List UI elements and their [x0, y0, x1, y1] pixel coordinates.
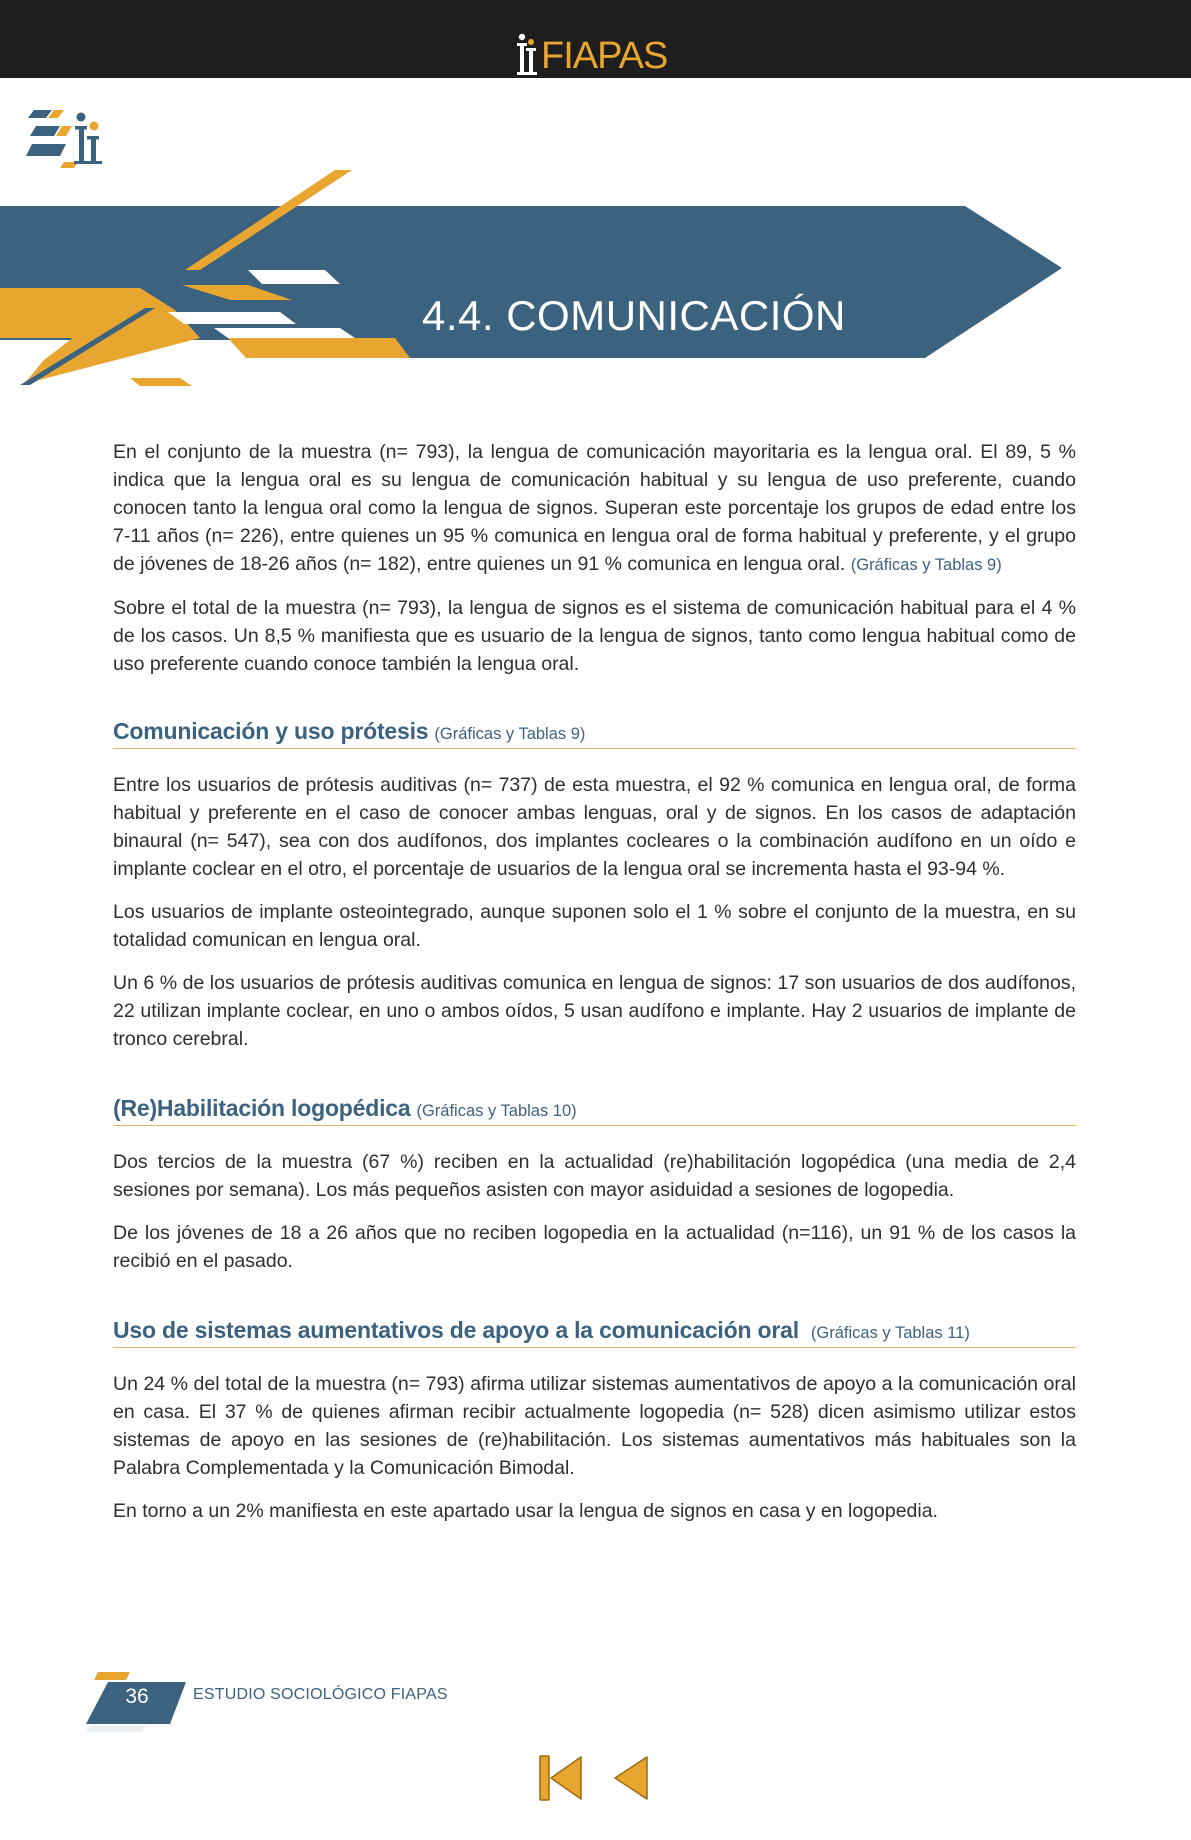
section-heading [113, 1317, 1076, 1348]
fiapas-logo-icon [515, 32, 537, 76]
section-paragraph: Un 6 % de los usuarios de prótesis auditivas comunica en lengua de signos: 17 son usuarios de dos audífonos, 22 utilizan implante coclear, en uno o ambos oídos, 5 usan audífono e implante. Hay 2 usuarios de implante de tronco cerebral. [113, 972, 1076, 1050]
section-heading [113, 1095, 1076, 1126]
section-sistemas-aumentativos [113, 1317, 1076, 1525]
section-heading [113, 718, 1076, 749]
brand [515, 30, 667, 76]
paragraph-text: En el conjunto de la muestra (n= 793), la lengua de comunicación mayoritaria es la lengua oral. El 89, 5 % indica que la lengua oral es su lengua de comunicación habitual y su lengua de uso preferente, cuando conocen tanto la lengua oral como la lengua de signos. Superan este porcentaje los grupos de edad entre los 7-11 años (n= 226), entre quienes un 95 % comunica en lengua oral de forma habitual y preferente, y el grupo de jóvenes de 18-26 años (n= 182), entre quienes un 91 % comunica en lengua oral. [113, 441, 1076, 575]
section-rehabilitacion [113, 1095, 1076, 1275]
skip-to-first-icon[interactable] [537, 1753, 585, 1803]
section-paragraph: Los usuarios de implante osteointegrado, aunque suponen solo el 1 % sobre el conjunto de la muestra, en su totalidad comunican en lengua oral. [113, 901, 1076, 951]
figure-reference: (Gráficas y Tablas 9) [434, 725, 586, 743]
section-paragraph: Un 24 % del total de la muestra (n= 793) afirma utilizar sistemas aumentativos de apoyo a la comunicación oral en casa. El 37 % de quienes afirman recibir actualmente logopedia (n= 528) dicen asimismo utilizar estos sistemas de apoyo en las sesiones de (re)habilitación. Los sistemas aumentativos más habituales son la Palabra Complementada y la Comunicación Bimodal. [113, 1373, 1076, 1479]
paragraph-text: Sobre el total de la muestra (n= 793), la lengua de signos es el sistema de comunicación habitual para el 4 % de los casos. Un 8,5 % manifiesta que es usuario de la lengua de signos, tanto como lengua habitual como de uso preferente cuando conoce también la lengua oral. [113, 597, 1076, 675]
section-paragraph: En torno a un 2% manifiesta en este apartado usar la lengua de signos en casa y en logopedia. [113, 1500, 938, 1522]
figure-reference: (Gráficas y Tablas 11) [810, 1324, 970, 1342]
page-number: 36 [125, 1685, 149, 1708]
chapter-banner [0, 160, 1080, 400]
section-comunicacion-protesis [113, 718, 1076, 1053]
section-paragraph: Dos tercios de la muestra (67 %) reciben en la actualidad (re)habilitación logopédica (una media de 2,4 sesiones por semana). Los más pequeños asisten con mayor asiduidad a sesiones de logopedia. [113, 1151, 1076, 1201]
section-paragraph: Entre los usuarios de prótesis auditivas (n= 737) de esta muestra, el 92 % comunica en lengua oral, de forma habitual y preferente en el caso de conocer ambas lenguas, oral y de signos. En los casos de adaptación binaural (n= 547), sea con dos audífonos, dos implantes cocleares o la combinación audífono en un oído e implante coclear en el otro, el porcentaje de usuarios de la lengua oral se incrementa hasta el 93-94 %. [113, 774, 1076, 880]
section-paragraph: De los jóvenes de 18 a 26 años que no reciben logopedia en la actualidad (n=116), un 91 % de los casos la recibió en el pasado. [113, 1222, 1076, 1272]
intro-paragraph [113, 594, 1076, 678]
figure-reference: (Gráficas y Tablas 10) [416, 1102, 577, 1120]
intro-paragraph [113, 438, 1076, 579]
brand-name: FIAPAS [541, 35, 668, 77]
main-content [113, 438, 1076, 1540]
section-title: Comunicación y uso prótesis [113, 718, 429, 744]
top-bar [0, 0, 1191, 78]
previous-page-icon[interactable] [609, 1753, 651, 1803]
chapter-title: 4.4. COMUNICACIÓN [422, 292, 846, 340]
section-title: (Re)Habilitación logopédica [113, 1095, 411, 1121]
footer-title: ESTUDIO SOCIOLÓGICO FIAPAS [193, 1686, 448, 1703]
figure-reference: (Gráficas y Tablas 9) [850, 556, 1002, 574]
section-title: Uso de sistemas aumentativos de apoyo a la comunicación oral [113, 1317, 799, 1343]
